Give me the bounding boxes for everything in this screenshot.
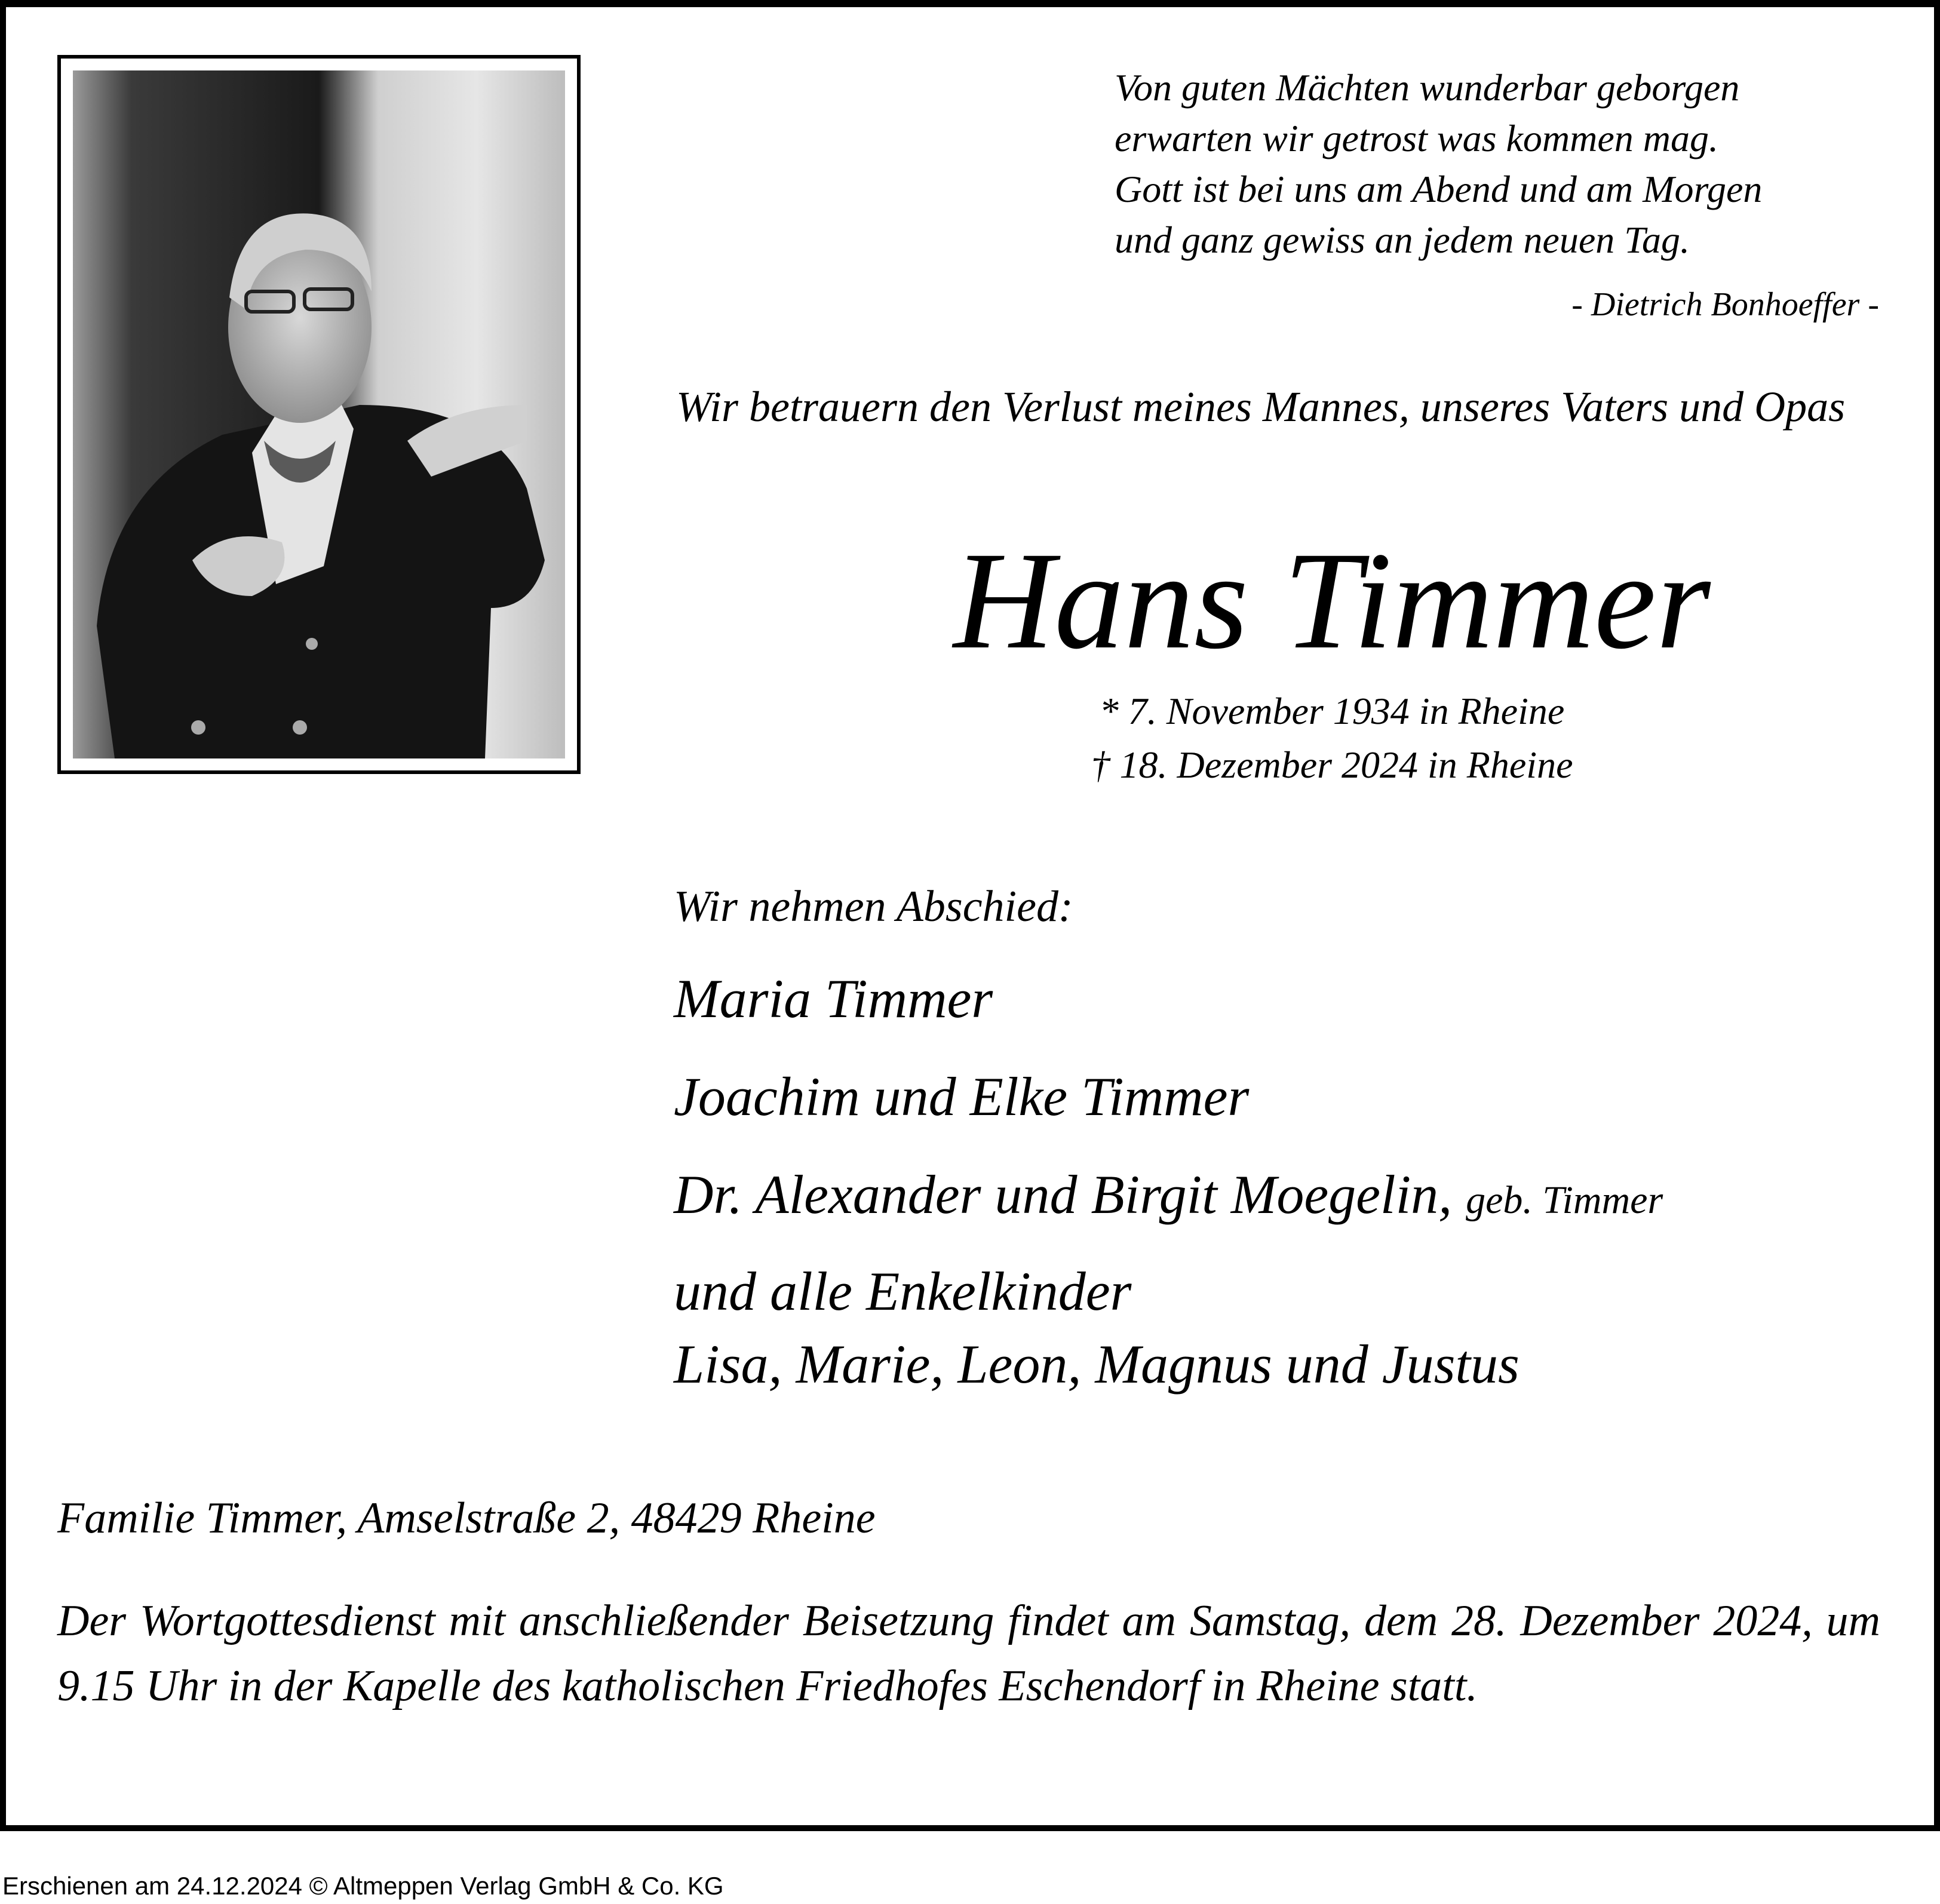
bonhoeffer-poem	[1115, 62, 1762, 265]
funeral-service-info: Der Wortgottesdienst mit anschließender Beisetzung findet am Samstag, dem 28. Dezember 2024, um 9.15 Uhr in der Kapelle des katholischen Friedhofes Eschendorf in Rheine statt.	[57, 1596, 1880, 1710]
family-address: Familie Timmer, Amselstraße 2, 48429 Rheine	[57, 1494, 876, 1543]
poem-line: und ganz gewiss an jedem neuen Tag.	[1115, 219, 1690, 261]
portrait-photo	[73, 70, 565, 758]
poem-line: erwarten wir getrost was kommen mag.	[1115, 117, 1718, 159]
portrait-illustration	[73, 70, 565, 758]
mourner-name-line	[674, 1159, 1663, 1236]
maiden-name-note: geb. Timmer	[1466, 1178, 1663, 1222]
mourner-name: Dr. Alexander und Birgit Moegelin,	[674, 1164, 1453, 1225]
grandchildren-names: Lisa, Marie, Leon, Magnus und Justus	[674, 1334, 1520, 1395]
publication-credit: Erschienen am 24.12.2024 © Altmeppen Verlag GmbH & Co. KG	[2, 1872, 724, 1900]
mourning-intro: Wir betrauern den Verlust meines Mannes, unseres Vaters und Opas	[676, 383, 1846, 431]
grandchildren-heading: und alle Enkelkinder	[674, 1261, 1132, 1322]
death-date: † 18. Dezember 2024 in Rheine	[1091, 744, 1573, 786]
poem-line: Gott ist bei uns am Abend und am Morgen	[1115, 168, 1763, 210]
mourner-name: Maria Timmer	[674, 968, 993, 1029]
birth-date: * 7. November 1934 in Rheine	[1099, 690, 1565, 732]
farewell-heading: Wir nehmen Abschied:	[674, 882, 1073, 931]
poem-line: Von guten Mächten wunderbar geborgen	[1115, 66, 1740, 109]
poem-author: - Dietrich Bonhoeffer -	[1571, 286, 1879, 323]
life-dates	[735, 684, 1929, 792]
deceased-name: Hans Timmer	[953, 523, 1711, 678]
portrait-photo-frame	[57, 55, 581, 774]
mourner-name: Joachim und Elke Timmer	[674, 1066, 1250, 1127]
